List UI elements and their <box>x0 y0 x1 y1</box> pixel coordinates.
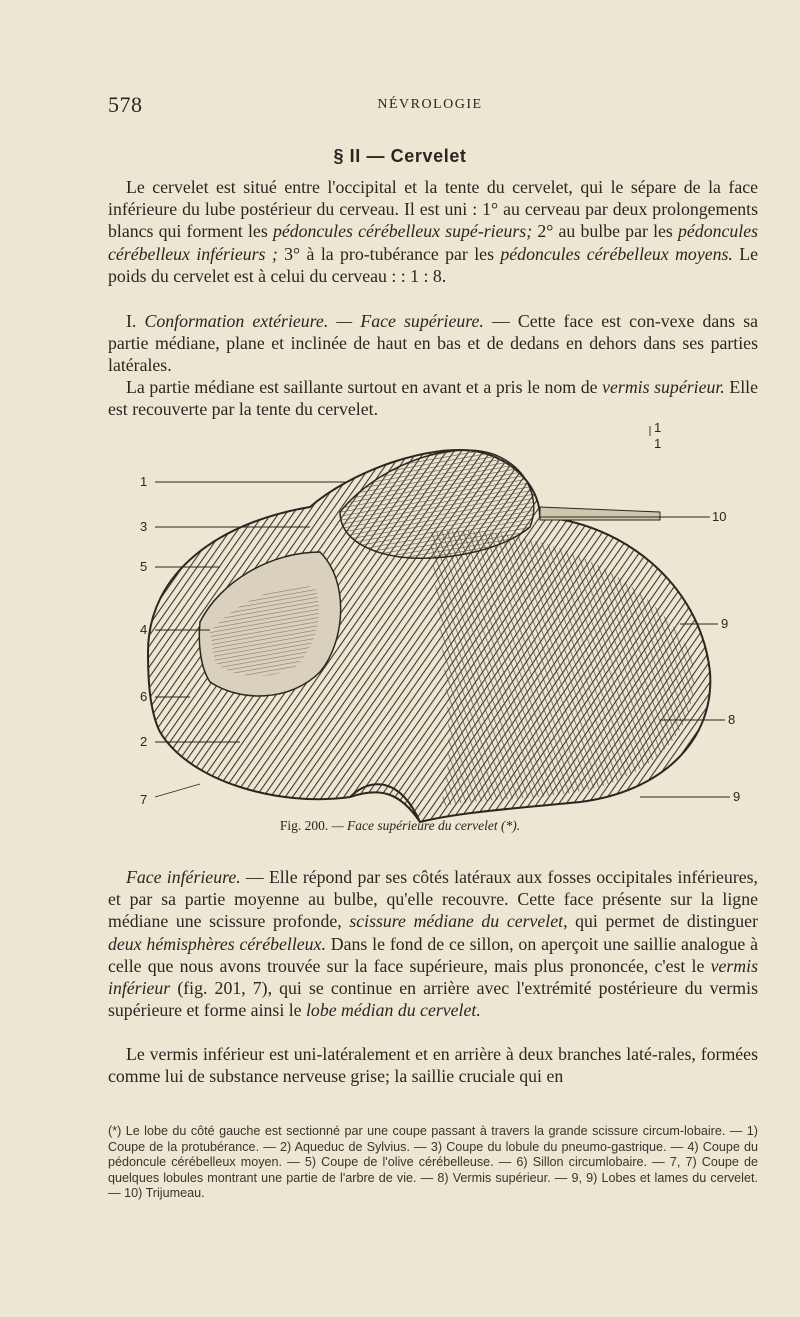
paragraph-face-inferieure <box>108 866 758 1021</box>
fig-label: 1 <box>140 474 148 489</box>
italic-run: pédoncules cérébelleux inférieurs ; <box>108 221 759 264</box>
fig-label: 7 <box>140 792 148 807</box>
italic-run: lobe médian du cervelet. <box>305 1000 481 1021</box>
cerebellum-illustration <box>100 412 760 832</box>
text-run: Le vermis inférieur est uni-latéralement et en arrière à deux branches laté-rales, formées comme lui de substance nerveuse grise; la saillie cruciale qui en <box>108 1044 758 1087</box>
italic-run: deux hémisphères cérébelleux. <box>108 933 326 954</box>
paragraph-conformation <box>108 310 758 377</box>
text-run: Le cervelet est situé entre l'occipital et la tente du cervelet, qui le sépare de la face inférieure du lube postérieur du cerveau. Il est uni : 1° au cerveau par deux prolongements blancs qui forment les <box>108 177 758 242</box>
italic-run: pédoncules cérébelleux moyens. <box>500 243 733 264</box>
italic-run: scissure médiane du cervelet, <box>349 911 568 932</box>
fig-label: 10 <box>712 509 727 524</box>
paragraph-vermis-inferieur <box>108 1043 758 1087</box>
page-number: 578 <box>108 92 143 117</box>
italic-run: pédoncules cérébelleux supé-rieurs; <box>272 221 533 242</box>
text-run: La partie médiane est saillante surtout en avant et a pris le nom de <box>126 377 603 397</box>
figure-caption-text: — Face supérieure du cervelet (*). <box>331 818 521 833</box>
italic-run: Conformation extérieure. — Face supérieure. <box>144 311 484 331</box>
fig-label: 9 <box>721 616 729 631</box>
fig-label: 1 <box>654 436 662 451</box>
fig-label: 3 <box>140 519 148 534</box>
fig-label: 4 <box>140 622 148 637</box>
text-run: — Cette face est con-vexe dans sa partie médiane, plane et inclinée de haut en bas et de dedans en dehors dans ses parties latérales. <box>108 311 759 376</box>
text-run: Elle est recouverte par la tente du cervelet. <box>108 377 758 420</box>
running-title: NÉVROLOGIE <box>377 97 483 112</box>
italic-run: vermis inférieur <box>108 955 758 999</box>
figure-cervelet <box>100 412 760 832</box>
page-header <box>108 92 752 116</box>
fig-label: 5 <box>140 559 148 574</box>
figure-caption <box>0 818 800 834</box>
fig-label: 2 <box>140 734 148 749</box>
text-run: Dans le fond de ce sillon, on aperçoit une saillie analogue à celle que nous avons trouvée sur la face supérieure, mais plus prononcée, c'est le <box>108 933 758 976</box>
text-run: qui permet de distinguer <box>567 911 758 932</box>
text-run: Le poids du cervelet est à celui du cerveau : : 1 : 8. <box>108 243 758 286</box>
text-run: (fig. 201, 7), qui se continue en arrière avec l'extrémité postérieure du vermis supérieure et forme ainsi le <box>108 978 758 1021</box>
fig-label: 1 <box>654 420 662 435</box>
fig-label: 9 <box>733 789 741 804</box>
text-run: — Elle répond par ses côtés latéraux aux fosses occipitales inférieures, et par sa partie moyenne au bulbe, qu'elle recouvre. Cette face présente sur la ligne médiane une scissure profonde, <box>108 867 758 932</box>
text-run: 3° à la pro-tubérance par les <box>277 243 501 264</box>
fig-label: 6 <box>140 689 148 704</box>
paragraph-intro <box>108 176 758 287</box>
text-run: I. <box>126 311 145 331</box>
footnote: (*) Le lobe du côté gauche est sectionné par une coupe passant à travers la grande scissure circum-lobaire. — 1) Coupe de la protubérance. — 2) Aqueduc de Sylvius. — 3) Coupe du lobule du pneumo-gastrique. — 4) Coupe du pédoncule cérébelleux moyen. — 5) Coupe de l'olive cérébelleuse. — 6) Sillon circumlobaire. — 7, 7) Coupe de quelques lobules montrant une partie de l'arbre de vie. — 8) Vermis supérieur. — 9, 9) Lobes et lames du cervelet. — 10) Trijumeau. <box>108 1124 758 1201</box>
italic-run: vermis supérieur. <box>602 377 725 397</box>
italic-run: Face inférieure. <box>126 867 241 887</box>
text-run: 2° au bulbe par les <box>532 221 679 242</box>
figure-number: Fig. 200. <box>279 818 329 833</box>
section-title: § II — Cervelet <box>333 146 467 166</box>
fig-label: 8 <box>728 712 736 727</box>
